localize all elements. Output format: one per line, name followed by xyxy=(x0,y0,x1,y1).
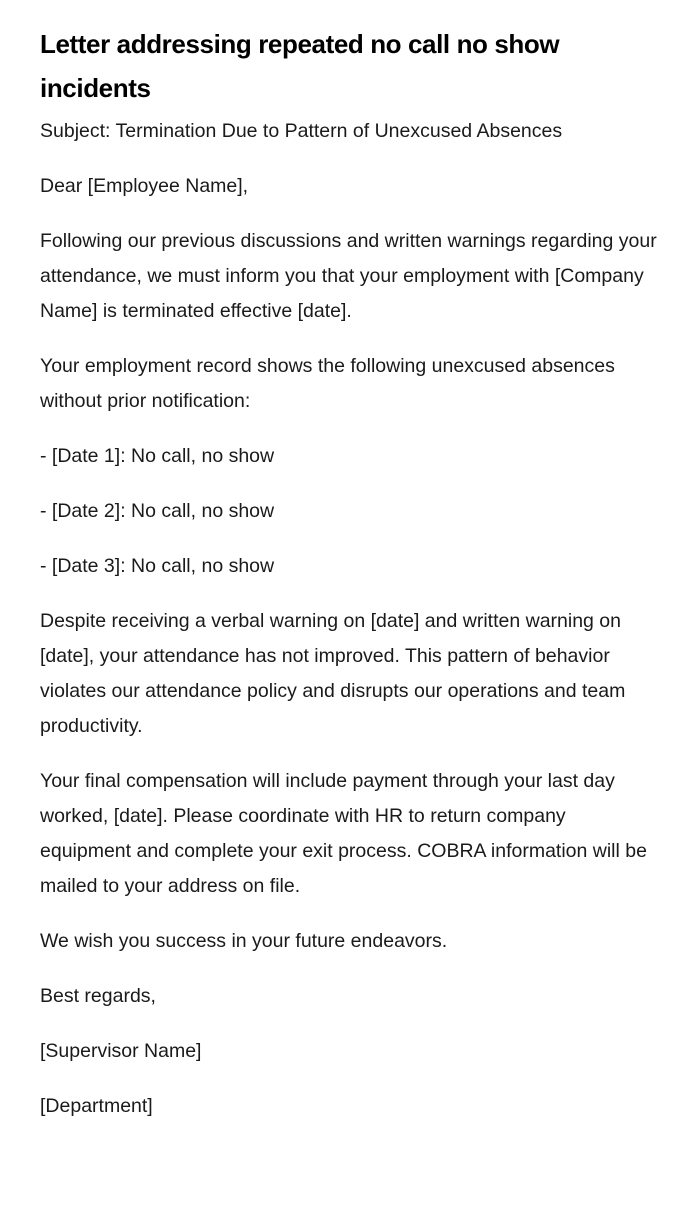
absence-item: - [Date 2]: No call, no show xyxy=(40,500,275,522)
compensation-paragraph: Your final compensation will include payment through your last day worked, [date]. Please coordinate with HR to return company equipment and complete your exit process. COBRA information will be mailed to your address on file. xyxy=(40,770,647,897)
signoff: Best regards, xyxy=(40,985,156,1007)
greeting: Dear [Employee Name], xyxy=(40,175,249,197)
warning-paragraph: Despite receiving a verbal warning on [date] and written warning on [date], your attendance has not improved. This pattern of behavior violates our attendance policy and disrupts our operations and team productivity. xyxy=(40,610,626,737)
department-name: [Department] xyxy=(40,1095,153,1117)
closing-wish: We wish you success in your future endeavors. xyxy=(40,930,448,952)
letter-title: Letter addressing repeated no call no show incidents xyxy=(40,29,560,103)
absence-item: - [Date 3]: No call, no show xyxy=(40,555,275,577)
supervisor-name: [Supervisor Name] xyxy=(40,1040,202,1062)
absence-record-paragraph: Your employment record shows the following unexcused absences without prior notification: xyxy=(40,355,615,412)
termination-paragraph: Following our previous discussions and written warnings regarding your attendance, we must inform you that your employment with [Company Name] is terminated effective [date]. xyxy=(40,230,657,322)
absence-item: - [Date 1]: No call, no show xyxy=(40,445,275,467)
subject-line: Subject: Termination Due to Pattern of Unexcused Absences xyxy=(40,120,563,142)
